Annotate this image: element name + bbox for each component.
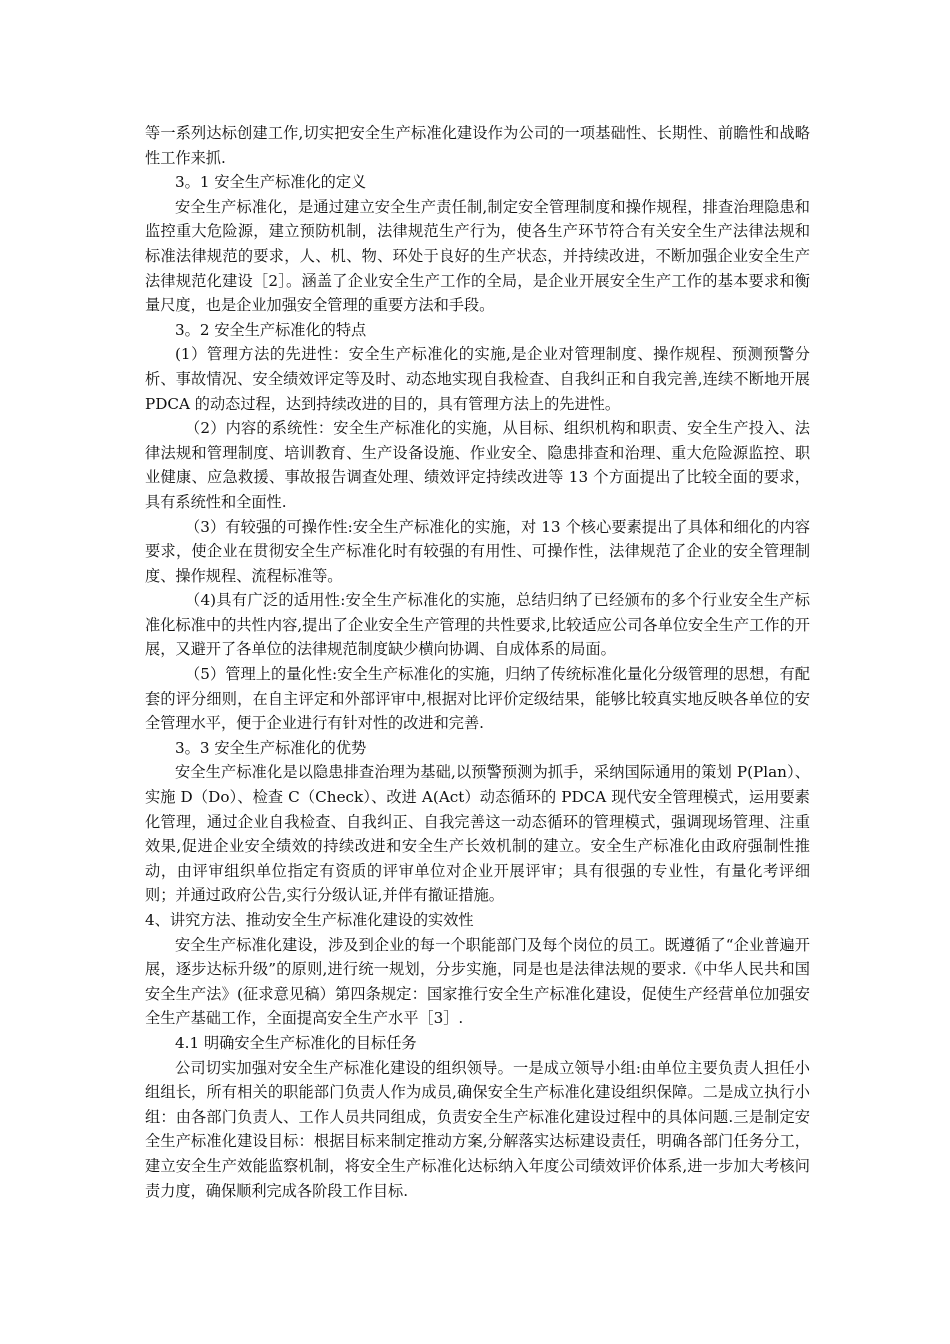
- section-heading-4-1: 4.1 明确安全生产标准化的目标任务: [175, 1033, 417, 1052]
- paragraph-feature-1: (1）管理方法的先进性：安全生产标准化的实施,是企业对管理制度、操作规程、预测预警分析、事故情况、安全绩效评定等及时、动态地实现自我检查、自我纠正和自我完善,连续不断地开展 PDCA 的动态过程，达到持续改进的目的，具有管理方法上的先进性。: [145, 345, 810, 413]
- section-heading-3-2: 3。2 安全生产标准化的特点: [175, 320, 367, 339]
- paragraph-definition: 安全生产标准化，是通过建立安全生产责任制,制定安全管理制度和操作规程，排查治理隐患和监控重大危险源，建立预防机制，法律规范生产行为，使各生产环节符合有关安全生产法律法规和标准法律规范的要求，人、机、物、环处于良好的生产状态，并持续改进，不断加强企业安全生产法律规范化建设［2］。涵盖了企业安全生产工作的全局，是企业开展安全生产工作的基本要求和衡量尺度，也是企业加强安全管理的重要方法和手段。: [145, 197, 810, 315]
- paragraph-method: 安全生产标准化建设，涉及到企业的每一个职能部门及每个岗位的员工。既遵循了“企业普遍开展，逐步达标升级”的原则,进行统一规划，分步实施，同是也是法律法规的要求.《中华人民共和国安全生产法》(征求意见稿）第四条规定：国家推行安全生产标准化建设，促使生产经营单位加强安全生产基础工作，全面提高安全生产水平［3］.: [145, 935, 810, 1028]
- paragraph-feature-3: （3）有较强的可操作性:安全生产标准化的实施，对 13 个核心要素提出了具体和细化的内容要求，使企业在贯彻安全生产标准化时有较强的有用性、可操作性，法律规范了企业的安全管理制度、操作规程、流程标准等。: [145, 517, 810, 585]
- paragraph-feature-2: （2）内容的系统性：安全生产标准化的实施，从目标、组织机构和职责、安全生产投入、法律法规和管理制度、培训教育、生产设备设施、作业安全、隐患排查和治理、重大危险源监控、职业健康、应急救援、事故报告调查处理、绩效评定持续改进等 13 个方面提出了比较全面的要求，具有系统性和全面性.: [145, 419, 810, 511]
- paragraph-feature-4: （4)具有广泛的适用性:安全生产标准化的实施，总结归纳了已经颁布的多个行业安全生产标准化标准中的共性内容,提出了企业安全生产管理的共性要求,比较适应公司各单位安全生产工作的开展，又避开了各单位的法律规范制度缺少横向协调、自成体系的局面。: [145, 591, 810, 659]
- document-body: [145, 121, 810, 1203]
- section-heading-4: 4、讲究方法、推动安全生产标准化建设的实效性: [145, 911, 474, 929]
- section-heading-3-3: 3。3 安全生产标准化的优势: [175, 738, 367, 757]
- paragraph-continued: 等一系列达标创建工作,切实把安全生产标准化建设作为公司的一项基础性、长期性、前瞻性和战略性工作来抓.: [145, 124, 810, 167]
- section-heading-3-1: 3。1 安全生产标准化的定义: [175, 173, 367, 192]
- paragraph-feature-5: （5）管理上的量化性:安全生产标准化的实施，归纳了传统标准化量化分级管理的思想，有配套的评分细则，在自主评定和外部评审中,根据对比评价定级结果，能够比较真实地反映各单位的安全管理水平，便于企业进行有针对性的改进和完善.: [145, 665, 810, 733]
- paragraph-advantage: 安全生产标准化是以隐患排查治理为基础,以预警预测为抓手，采纳国际通用的策划 P(Plan）、实施 D（Do）、检查 C（Check）、改进 A(Act）动态循环的 PDCA 现代安全管理模式，运用要素化管理，通过企业自我检查、自我纠正、自我完善这一动态循环的管理模式，强调现场管理、注重效果,促进企业安全绩效的持续改进和安全生产长效机制的建立。安全生产标准化由政府强制性推动，由评审组织单位指定有资质的评审单位对企业开展评审；具有很强的专业性，有量化考评细则；并通过政府公告,实行分级认证,并伴有撤证措施。: [145, 763, 810, 905]
- paragraph-goals: 公司切实加强对安全生产标准化建设的组织领导。一是成立领导小组:由单位主要负责人担任小组组长，所有相关的职能部门负责人作为成员,确保安全生产标准化建设组织保障。二是成立执行小组：由各部门负责人、工作人员共同组成，负责安全生产标准化建设过程中的具体问题.三是制定安全生产标准化建设目标：根据目标来制定推动方案,分解落实达标建设责任，明确各部门任务分工，建立安全生产效能监察机制，将安全生产标准化达标纳入年度公司绩效评价体系,进一步加大考核问责力度，确保顺利完成各阶段工作目标.: [145, 1058, 810, 1200]
